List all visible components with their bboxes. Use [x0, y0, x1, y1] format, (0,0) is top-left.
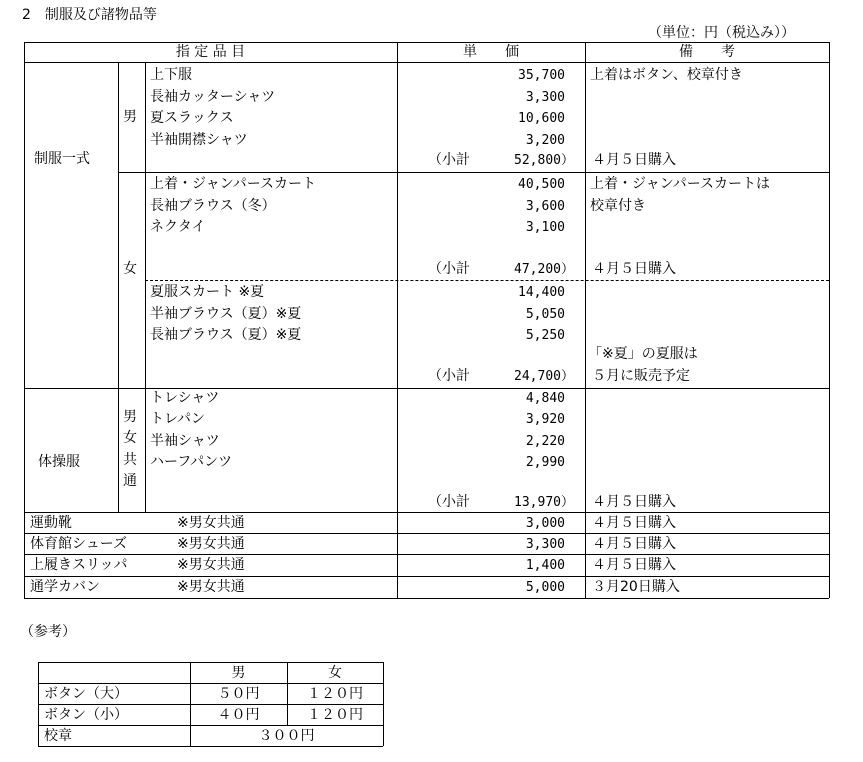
ref-col-female: 女 — [328, 665, 342, 681]
list-item: 長袖カッターシャツ — [150, 89, 276, 105]
female-label: 女 — [123, 261, 137, 277]
note: ４月５日購入 — [592, 536, 676, 552]
list-item: ネクタイ — [150, 219, 206, 235]
note: 「※夏」の夏服は — [588, 346, 698, 362]
list-item: 半袖ブラウス（夏）※夏 — [150, 306, 302, 322]
pe-label-char: 女 — [123, 430, 137, 446]
ref-male-price: ４０円 — [217, 707, 260, 723]
ref-badge-price: ３００円 — [258, 728, 315, 744]
price: 40,500 — [518, 177, 565, 192]
list-item: トレシャツ — [150, 390, 220, 406]
pe-label-char: 通 — [123, 473, 137, 489]
subtotal-value: 24,700） — [514, 369, 574, 384]
price: 3,600 — [525, 199, 565, 214]
other-item-common: ※男女共通 — [177, 557, 245, 573]
note: ４月５日購入 — [592, 152, 676, 168]
subtotal-label: （小計 — [428, 494, 470, 510]
header-note: 備 考 — [679, 44, 735, 60]
ref-female-price: １２０円 — [307, 686, 363, 702]
list-item: ハーフパンツ — [150, 454, 233, 470]
price: 3,300 — [525, 537, 565, 552]
header-item: 指 定 品 目 — [175, 44, 246, 60]
price: 5,050 — [525, 307, 565, 322]
note: ４月５日購入 — [592, 494, 676, 510]
price: 3,000 — [525, 516, 565, 531]
header-price: 単 価 — [463, 44, 519, 60]
pe-group-label: 体操服 — [38, 454, 80, 470]
note: 上着はボタン、校章付き — [590, 67, 743, 83]
list-item: 上下服 — [150, 67, 192, 83]
list-item: 夏服スカート ※夏 — [150, 284, 265, 300]
note: ４月５日購入 — [592, 557, 676, 573]
subtotal-value: 13,970） — [514, 495, 574, 510]
subtotal-label: （小計 — [428, 368, 470, 384]
list-item: 長袖ブラウス（冬） — [150, 198, 276, 214]
section-title: 2 制服及び諸物品等 — [22, 7, 157, 23]
price: 2,220 — [525, 434, 565, 449]
ref-row-label: ボタン（小） — [44, 707, 128, 723]
ref-female-price: １２０円 — [307, 707, 363, 723]
price: 5,250 — [525, 328, 565, 343]
price: 3,100 — [525, 220, 565, 235]
note: ３月20日購入 — [592, 579, 680, 595]
subtotal-label: （小計 — [428, 152, 470, 168]
pe-label-char: 共 — [123, 452, 137, 468]
reference-title: （参考） — [20, 624, 76, 640]
other-item-name: 上履きスリッパ — [30, 557, 128, 573]
note: ４月５日購入 — [592, 515, 676, 531]
subtotal-label: （小計 — [428, 261, 470, 277]
price: 4,840 — [525, 391, 565, 406]
price: 3,300 — [525, 90, 565, 105]
price: 35,700 — [518, 68, 565, 83]
pe-label-char: 男 — [123, 409, 137, 425]
note: ５月に販売予定 — [592, 368, 690, 384]
price: 10,600 — [518, 111, 565, 126]
price: 5,000 — [525, 580, 565, 595]
list-item: 半袖シャツ — [150, 433, 220, 449]
ref-row-label: ボタン（大） — [44, 686, 128, 702]
ref-badge-label: 校章 — [44, 728, 72, 744]
list-item: 夏スラックス — [150, 110, 234, 126]
male-label: 男 — [123, 109, 137, 125]
list-item: トレパン — [150, 411, 206, 427]
price: 3,200 — [525, 133, 565, 148]
unit-note: （単位：円（税込み）） — [648, 25, 795, 41]
ref-col-male: 男 — [231, 665, 246, 681]
list-item: 上着・ジャンパースカート — [150, 176, 317, 192]
other-item-name: 運動靴 — [30, 515, 72, 531]
price: 14,400 — [518, 285, 565, 300]
price: 1,400 — [525, 558, 565, 573]
subtotal-value: 52,800） — [514, 153, 574, 168]
note: 校章付き — [590, 198, 646, 214]
price: 3,920 — [525, 412, 565, 427]
uniform-group-label: 制服一式 — [34, 151, 90, 167]
price: 2,990 — [525, 455, 565, 470]
other-item-common: ※男女共通 — [177, 515, 245, 531]
other-item-common: ※男女共通 — [177, 536, 245, 552]
ref-male-price: ５０円 — [217, 686, 260, 702]
other-item-name: 通学カバン — [30, 579, 100, 595]
list-item: 半袖開襟シャツ — [150, 132, 248, 148]
note: 上着・ジャンパースカートは — [590, 176, 771, 192]
note: ４月５日購入 — [592, 261, 676, 277]
list-item: 長袖ブラウス（夏）※夏 — [150, 327, 302, 343]
other-item-name: 体育館シューズ — [30, 536, 128, 552]
subtotal-value: 47,200） — [514, 262, 574, 277]
other-item-common: ※男女共通 — [177, 579, 245, 595]
